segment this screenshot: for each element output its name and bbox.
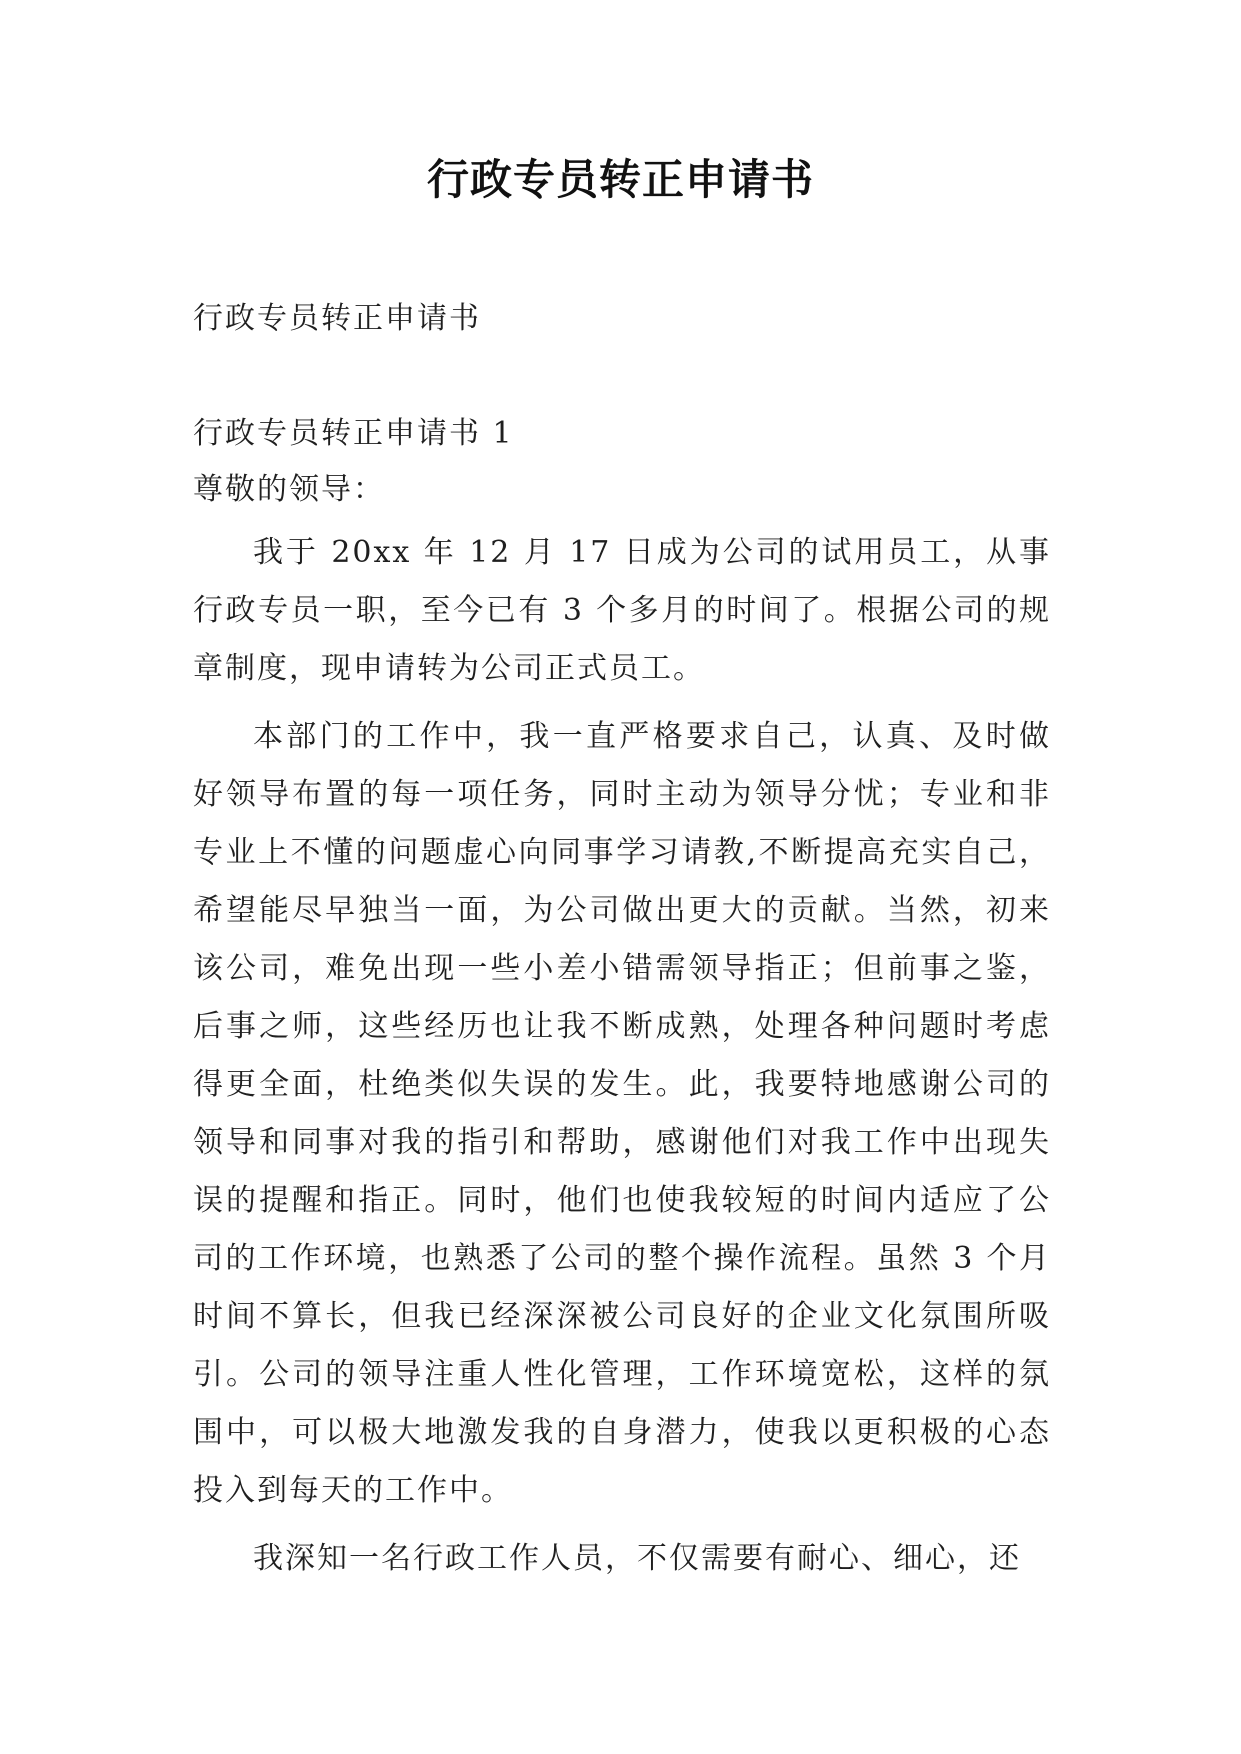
paragraph-2: 本部门的工作中，我一直严格要求自己，认真、及时做好领导布置的每一项任务，同时主动为领导分忧；专业和非专业上不懂的问题虚心向同事学习请教,不断提高充实自己，希望能尽早独当一面，为公司做出更大的贡献。当然，初来该公司，难免出现一些小差小错需领导指正；但前事之鉴，后事之师，这些经历也让我不断成熟，处理各种问题时考虑得更全面，杜绝类似失误的发生。此，我要特地感谢公司的领导和同事对我的指引和帮助，感谢他们对我工作中出现失误的提醒和指正。同时，他们也使我较短的时间内适应了公司的工作环境，也熟悉了公司的整个操作流程。虽然 3 个月时间不算长，但我已经深深被公司良好的企业文化氛围所吸引。公司的领导注重人性化管理，工作环境宽松，这样的氛围中，可以极大地激发我的自身潜力，使我以更积极的心态投入到每天的工作中。 — [193, 719, 1051, 1508]
salutation: 尊敬的领导： — [193, 472, 385, 507]
paragraph-1: 我于 20xx 年 12 月 17 日成为公司的试用员工，从事行政专员一职，至今已有 3 个多月的时间了。根据公司的规章制度，现申请转为公司正式员工。 — [193, 535, 1051, 686]
document-subtitle: 行政专员转正申请书 — [193, 301, 481, 336]
document-title: 行政专员转正申请书 — [426, 155, 814, 204]
body-paragraphs — [193, 524, 1051, 1598]
paragraph-3: 我深知一名行政工作人员，不仅需要有耐心、细心，还 — [253, 1541, 1021, 1576]
section-heading: 行政专员转正申请书 1 — [193, 416, 514, 451]
